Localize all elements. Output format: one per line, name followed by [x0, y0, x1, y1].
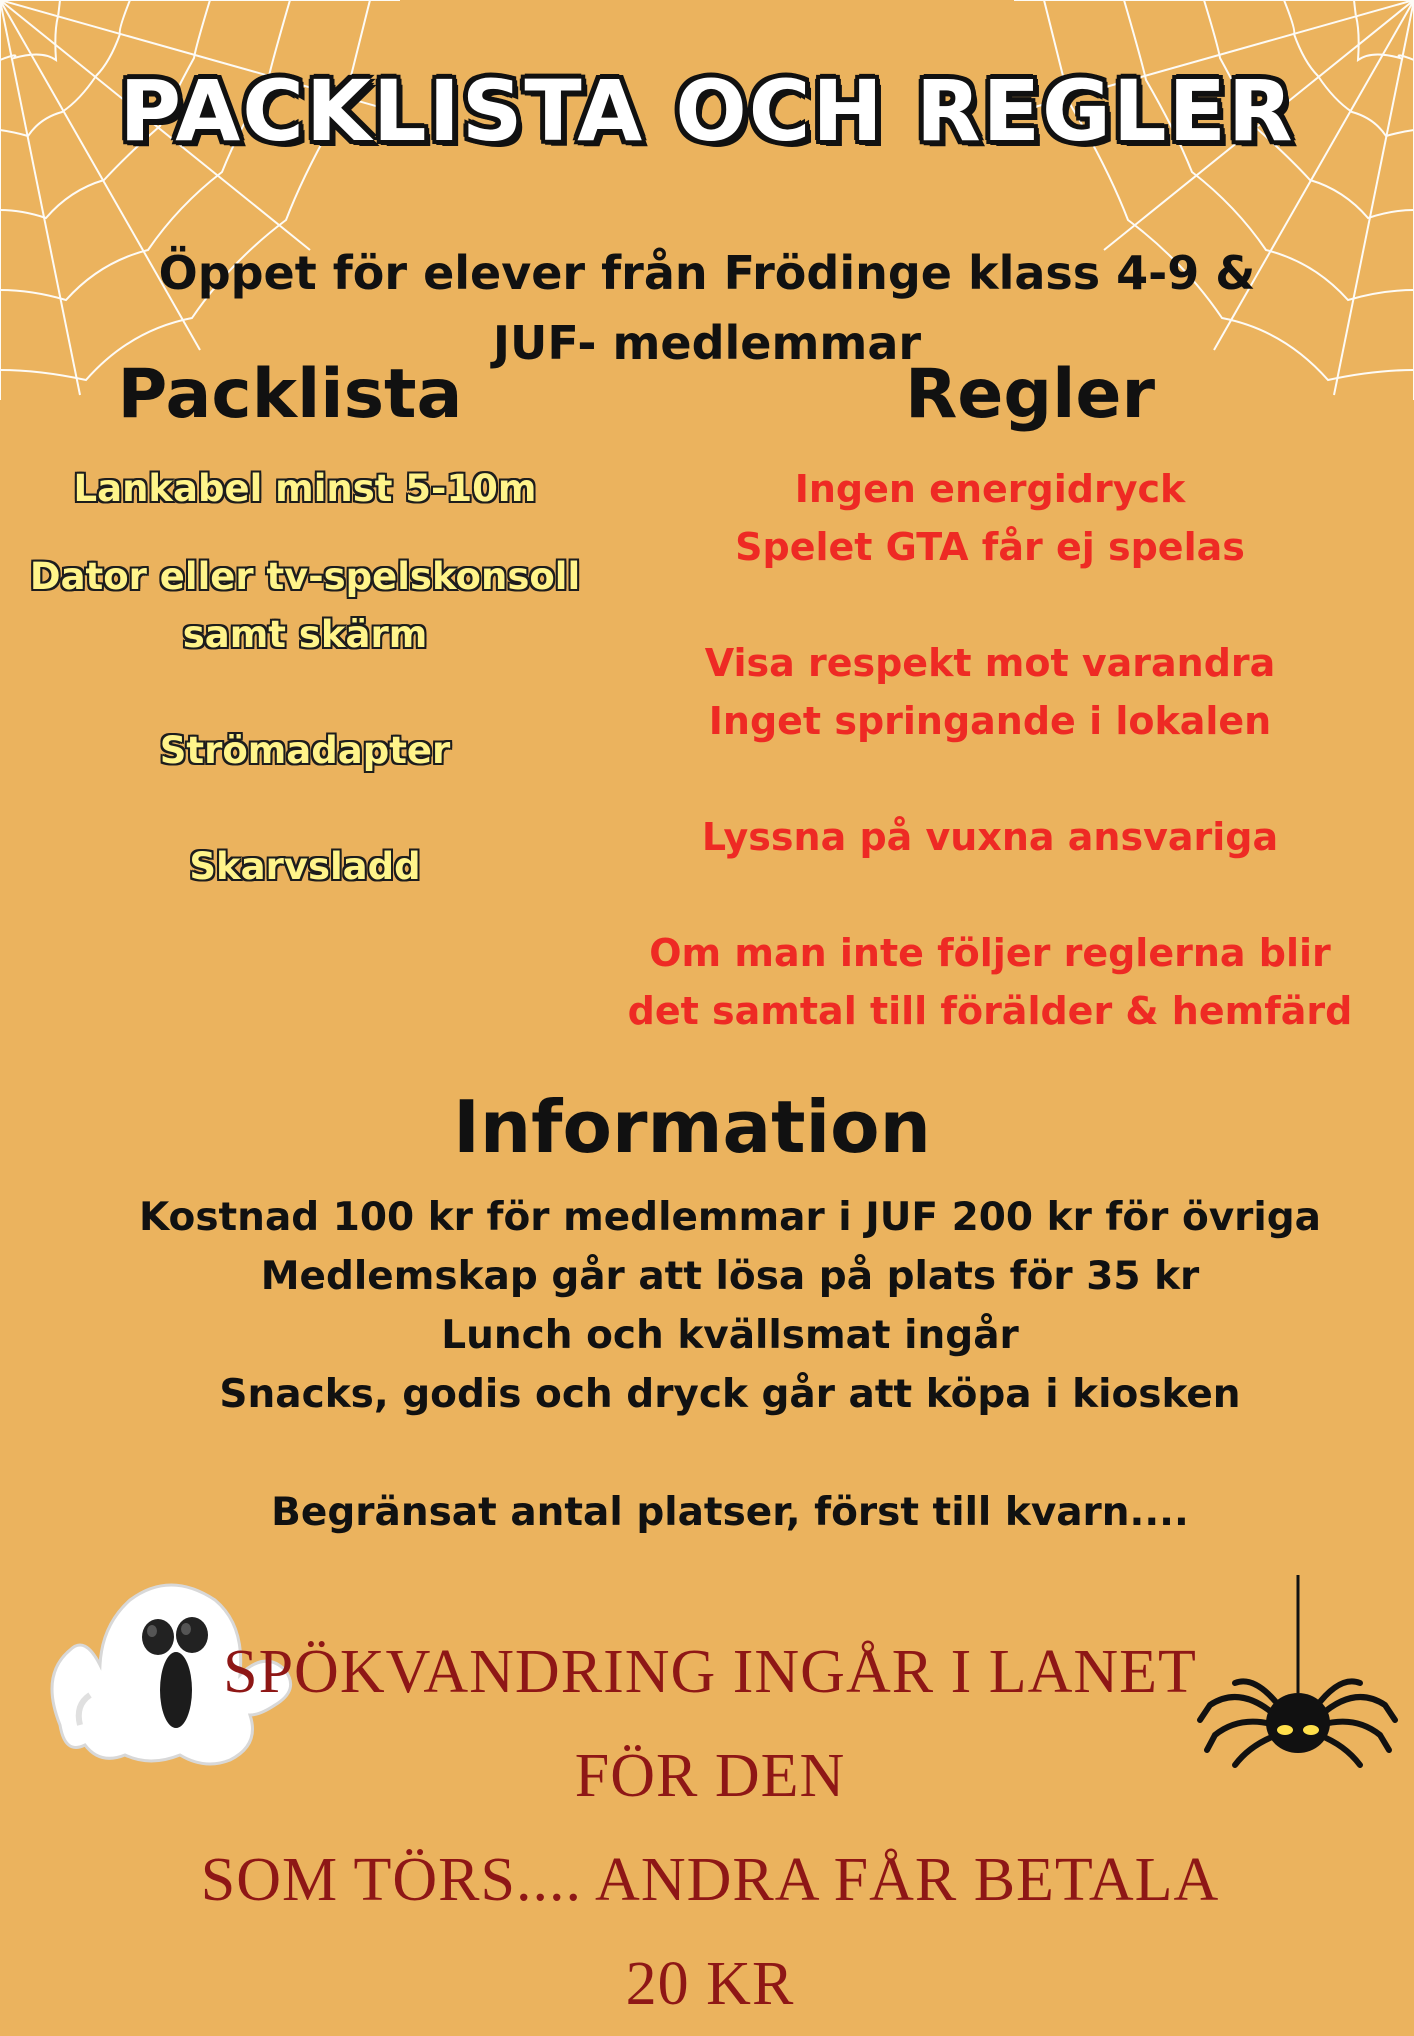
rule-group: [600, 460, 1380, 576]
rule-group: [600, 634, 1380, 750]
information-heading: Information: [453, 1085, 931, 1169]
spook-walk-note: [170, 1620, 1250, 2036]
page-title: PACKLISTA OCH REGLER: [119, 62, 1295, 160]
regler-heading: Regler: [904, 355, 1156, 434]
rule-line: Inget springande i lokalen: [708, 699, 1272, 743]
packlista-item: [0, 838, 610, 896]
packlista-item-line: samt skärm: [182, 613, 428, 656]
rule-group: [600, 808, 1380, 866]
information-line: Kostnad 100 kr för medlemmar i JUF 200 kr för övriga: [139, 1195, 1321, 1240]
rule-group: [600, 924, 1380, 1040]
spider-icon: [1195, 1575, 1405, 1775]
spook-line: SPÖKVANDRING INGÅR I LANET FÖR DEN: [223, 1638, 1197, 1810]
information-line: Lunch och kvällsmat ingår: [441, 1313, 1019, 1358]
packlista-item-line: Lankabel minst 5-10m: [73, 467, 537, 510]
limited-places-note: Begränsat antal platser, först till kvarn....: [271, 1490, 1189, 1535]
information-list: [100, 1188, 1360, 1424]
spook-line: SOM TÖRS.... ANDRA FÅR BETALA 20 KR: [200, 1846, 1220, 2018]
regler-list: [600, 460, 1380, 1098]
packlista-heading: Packlista: [117, 355, 463, 434]
information-line: Medlemskap går att lösa på plats för 35 kr: [260, 1254, 1200, 1299]
rule-line: Spelet GTA får ej spelas: [735, 525, 1245, 569]
rule-line: Ingen energidryck: [794, 467, 1186, 511]
packlista-item-line: Skarvsladd: [189, 845, 421, 888]
subtitle-line: Öppet för elever från Frödinge klass 4-9 &: [158, 246, 1256, 300]
rule-line: Lyssna på vuxna ansvariga: [701, 815, 1279, 859]
packlista-item: [0, 460, 610, 518]
packlista-item: [0, 548, 610, 664]
rule-line: Om man inte följer reglerna blir: [649, 931, 1331, 975]
packlista-item: [0, 722, 610, 780]
subtitle-line: JUF- medlemmar: [492, 316, 922, 370]
rule-line: Visa respekt mot varandra: [704, 641, 1276, 685]
packlista-list: [0, 460, 610, 926]
packlista-item-line: Dator eller tv-spelskonsoll: [29, 555, 581, 598]
rule-line: det samtal till förälder & hemfärd: [627, 989, 1353, 1033]
packlista-item-line: Strömadapter: [159, 729, 451, 772]
information-line: Snacks, godis och dryck går att köpa i kiosken: [219, 1372, 1241, 1417]
